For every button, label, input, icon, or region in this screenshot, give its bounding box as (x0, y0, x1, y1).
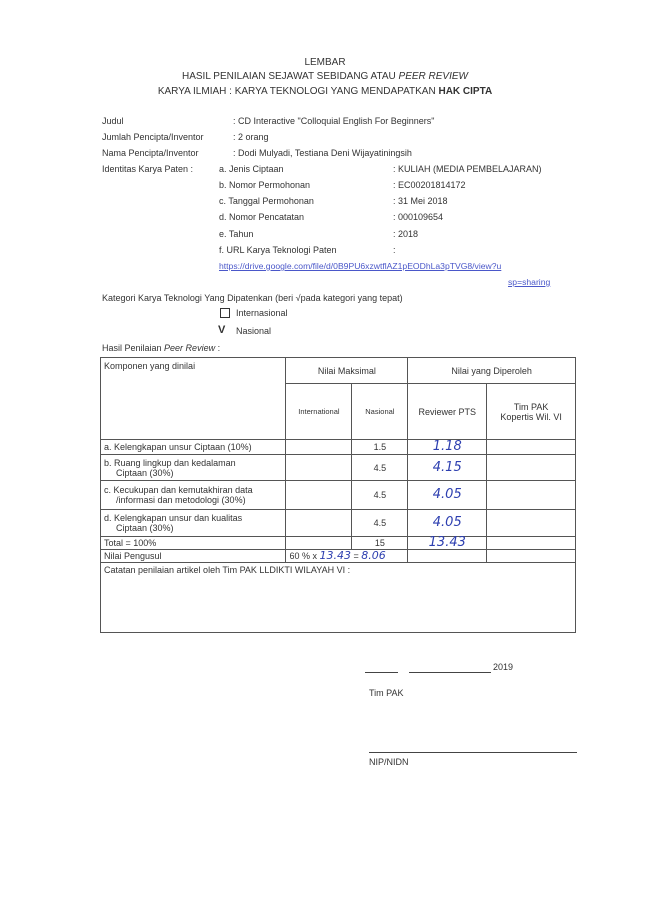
signature-line (369, 752, 577, 753)
col-tim-pak-header (487, 384, 576, 440)
header-line2-prefix: HASIL PENILAIAN SEJAWAT SEBIDANG ATAU (181, 71, 399, 82)
table-header-row-1 (101, 358, 576, 384)
col-nasional-header: Nasional (352, 384, 408, 440)
catatan-cell: Catatan penilaian artikel oleh Tim PAK LLDIKTI WILAYAH VI : (101, 563, 576, 633)
nilai-tim-pak (487, 550, 576, 563)
nilai-pengusul-formula (286, 550, 408, 563)
table-row (101, 510, 576, 537)
row-b-label-line1: b. Ruang lingkup dan kedalaman (104, 457, 236, 468)
total-tim-pak (487, 537, 576, 550)
table-row-total (101, 537, 576, 550)
row-d-reviewer: 4.05 (408, 510, 487, 537)
row-a-nasional: 1.5 (352, 440, 408, 455)
nilai-formula-prefix: 60 % x (289, 551, 320, 561)
table-row-nilai (101, 550, 576, 563)
row-b-nasional: 4.5 (352, 455, 408, 481)
col-international-header: International (286, 384, 352, 440)
identitas-a-value: : KULIAH (MEDIA PEMBELAJARAN) (393, 164, 542, 174)
nilai-formula-eq: = (350, 551, 362, 561)
nama-pencipta-label: Nama Pencipta/Inventor (102, 148, 199, 158)
hasil-prefix: Hasil Penilaian (102, 343, 165, 353)
jumlah-pencipta-label: Jumlah Pencipta/Inventor (102, 132, 204, 142)
total-nasional: 15 (352, 537, 408, 550)
signature-nip: NIP/NIDN (369, 757, 409, 767)
nilai-pengusul-label: Nilai Pengusul (101, 550, 286, 563)
kategori-label: Kategori Karya Teknologi Yang Dipatenkan (beri √pada kategori yang tepat) (102, 293, 403, 303)
header-line2-italic: PEER REVIEW (398, 71, 468, 82)
row-d-label-line1: d. Kelengkapan unsur dan kualitas (104, 513, 243, 523)
identitas-c-value: : 31 Mei 2018 (393, 196, 448, 206)
identitas-b-value: : EC00201814172 (393, 180, 466, 190)
col-tim-pak-line1: Tim PAK (513, 401, 549, 412)
nilai-formula-hw2: 8.06 (361, 549, 386, 562)
row-b-tim-pak (487, 455, 576, 481)
internasional-checkbox[interactable] (220, 308, 230, 318)
identitas-a-label: a. Jenis Ciptaan (219, 164, 284, 174)
row-b-reviewer: 4.15 (408, 455, 487, 481)
row-c-nasional: 4.5 (352, 481, 408, 510)
col-nilai-diperoleh-header: Nilai yang Diperoleh (408, 358, 576, 384)
identitas-d-value: : 000109654 (393, 212, 444, 222)
hasil-penilaian-label (102, 343, 220, 353)
row-d-international (286, 510, 352, 537)
row-d-label (101, 510, 286, 537)
total-reviewer: 13.43 (408, 537, 487, 550)
total-international (286, 537, 352, 550)
header-line3-prefix: KARYA ILMIAH : KARYA TEKNOLOGI YANG MENDAPATKAN (157, 86, 439, 97)
identitas-label: Identitas Karya Paten : (102, 164, 194, 174)
nasional-label: Nasional (236, 326, 272, 336)
identitas-b-label: b. Nomor Permohonan (219, 180, 311, 190)
row-d-label-line2: Ciptaan (30%) (116, 523, 174, 533)
nilai-reviewer (408, 550, 487, 563)
row-c-label-line1: c. Kecukupan dan kemutakhiran data (104, 485, 253, 495)
hasil-italic: Peer Review (164, 343, 216, 353)
hasil-suffix: : (215, 343, 221, 353)
date-day-line (365, 672, 398, 673)
table-row-catatan (101, 563, 576, 633)
nilai-formula-hw1: 13.43 (319, 549, 351, 562)
identitas-e-value: : 2018 (393, 229, 419, 239)
url-link-line1[interactable]: https://drive.google.com/file/d/0B9PU6xzwtflAZ1pEODhLa3pTVG8/view?u (219, 261, 502, 271)
identitas-d-label: d. Nomor Pencatatan (219, 212, 305, 222)
row-b-label-line2: Ciptaan (30%) (116, 467, 174, 478)
table-row (101, 440, 576, 455)
row-c-label-line2: /informasi dan metodologi (30%) (116, 495, 246, 505)
row-a-label: a. Kelengkapan unsur Ciptaan (10%) (101, 440, 286, 455)
row-a-international (286, 440, 352, 455)
row-c-international (286, 481, 352, 510)
identitas-c-label: c. Tanggal Permohonan (219, 196, 314, 206)
identitas-e-label: e. Tahun (219, 229, 254, 239)
row-a-tim-pak (487, 440, 576, 455)
judul-value: : CD Interactive "Colloquial English For Beginners" (233, 116, 435, 126)
row-c-label (101, 481, 286, 510)
url-link-line2[interactable]: sp=sharing (508, 277, 551, 287)
internasional-label: Internasional (236, 308, 288, 318)
judul-label: Judul (102, 116, 124, 126)
row-a-reviewer: 1.18 (408, 440, 487, 455)
header-lembar: LEMBAR (304, 57, 346, 68)
col-komponen-header: Komponen yang dinilai (101, 358, 286, 440)
signature-tim-pak: Tim PAK (369, 688, 404, 698)
row-c-reviewer: 4.05 (408, 481, 487, 510)
header-karya-ilmiah (0, 86, 650, 97)
row-d-tim-pak (487, 510, 576, 537)
table-row (101, 481, 576, 510)
jumlah-pencipta-value: : 2 orang (233, 132, 269, 142)
row-c-tim-pak (487, 481, 576, 510)
row-d-nasional: 4.5 (352, 510, 408, 537)
date-month-line (409, 672, 491, 673)
row-b-label (101, 455, 286, 481)
identitas-f-value: : (393, 245, 396, 255)
row-b-international (286, 455, 352, 481)
signature-year: 2019 (493, 662, 514, 672)
table-row (101, 455, 576, 481)
col-reviewer-header: Reviewer PTS (408, 384, 487, 440)
identitas-f-label: f. URL Karya Teknologi Paten (219, 245, 337, 255)
score-table (100, 357, 576, 633)
col-nilai-maksimal-header: Nilai Maksimal (286, 358, 408, 384)
col-tim-pak-line2: Kopertis Wil. VI (500, 411, 562, 422)
total-label: Total = 100% (101, 537, 286, 550)
nama-pencipta-value: : Dodi Mulyadi, Testiana Deni Wijayatiningsih (233, 148, 412, 158)
nasional-check-mark: V (218, 324, 226, 336)
header-hasil-penilaian (0, 71, 650, 82)
header-line3-bold: HAK CIPTA (438, 86, 493, 97)
